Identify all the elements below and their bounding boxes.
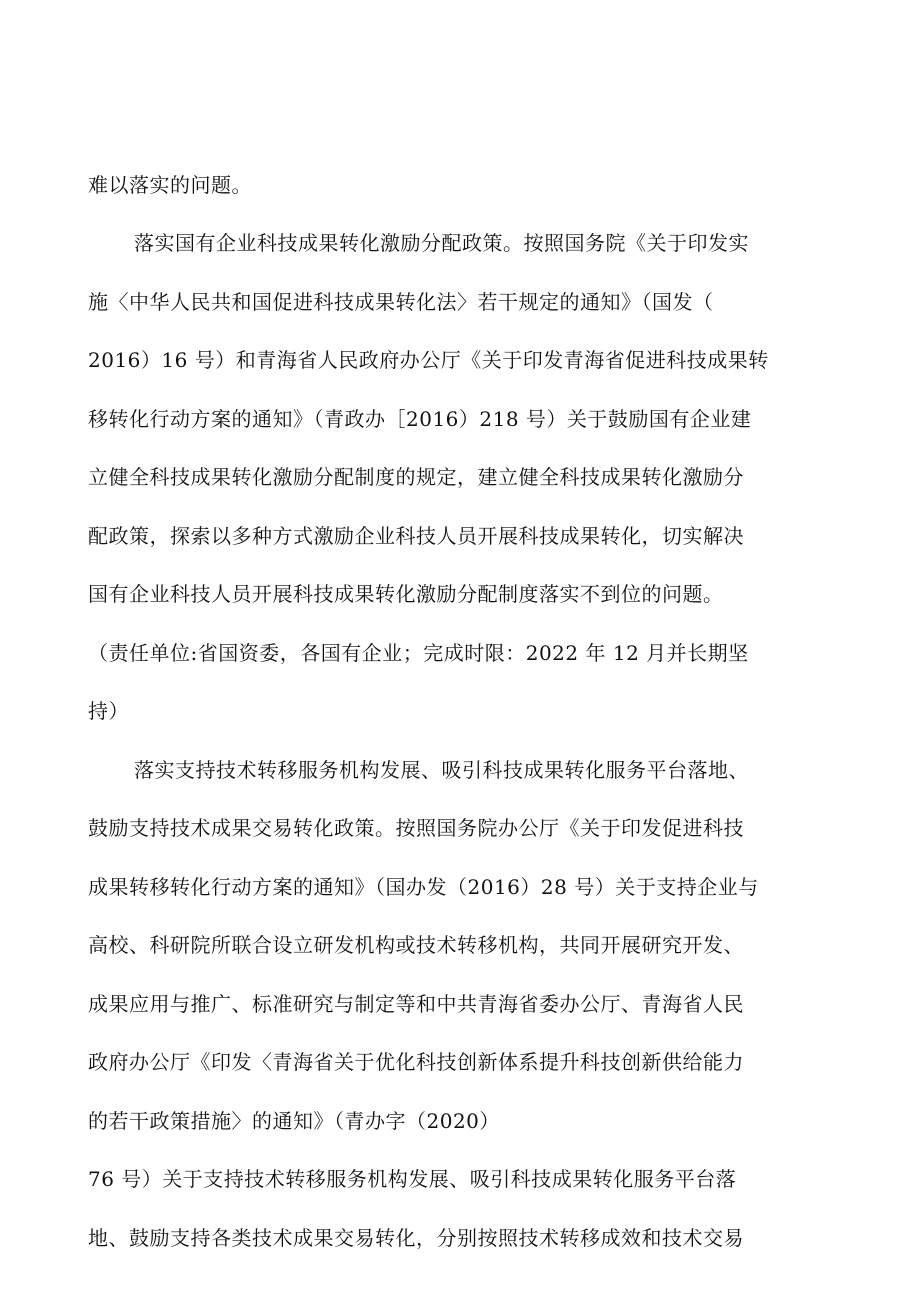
paragraph-line: 鼓励支持技术成果交易转化政策。按照国务院办公厅《关于印发促进科技 xyxy=(88,816,744,840)
paragraph-line: 成果转移转化行动方案的通知》（国办发（2016）28 号）关于支持企业与 xyxy=(88,875,759,899)
paragraph-line: 76 号）关于支持技术转移服务机构发展、吸引科技成果转化服务平台落 xyxy=(88,1167,737,1191)
paragraph-line: 持） xyxy=(88,699,129,723)
paragraph-line: 落实国有企业科技成果转化激励分配政策。按照国务院《关于印发实 xyxy=(134,231,749,255)
paragraph-line: 移转化行动方案的通知》（青政办［2016）218 号）关于鼓励国有企业建 xyxy=(88,407,752,431)
paragraph-line: 政府办公厅《印发〈青海省关于优化科技创新体系提升科技创新供给能力 xyxy=(88,1050,744,1074)
paragraph-line: （责任单位:省国资委，各国有企业；完成时限：2022 年 12 月并长期坚 xyxy=(88,641,749,665)
paragraph-line: 地、鼓励支持各类技术成果交易转化，分别按照技术转移成效和技术交易 xyxy=(88,1226,744,1250)
paragraph-line: 施〈中华人民共和国促进科技成果转化法〉若干规定的通知》（国发（ xyxy=(88,290,714,314)
paragraph-line: 立健全科技成果转化激励分配制度的规定，建立健全科技成果转化激励分 xyxy=(88,465,744,489)
paragraph-line: 高校、科研院所联合设立研发机构或技术转移机构，共同开展研究开发、 xyxy=(88,933,744,957)
paragraph-line: 的若干政策措施〉的通知》（青办字（2020） xyxy=(88,1109,500,1133)
paragraph-line: 难以落实的问题。 xyxy=(88,173,252,197)
paragraph-line: 成果应用与推广、标准研究与制定等和中共青海省委办公厅、青海省人民 xyxy=(88,992,744,1016)
paragraph-line: 国有企业科技人员开展科技成果转化激励分配制度落实不到位的问题。 xyxy=(88,582,724,606)
paragraph-line: 配政策，探索以多种方式激励企业科技人员开展科技成果转化，切实解决 xyxy=(88,524,744,548)
paragraph-line: 2016）16 号）和青海省人民政府办公厅《关于印发青海省促进科技成果转 xyxy=(88,348,769,372)
paragraph-line: 落实支持技术转移服务机构发展、吸引科技成果转化服务平台落地、 xyxy=(134,758,749,782)
